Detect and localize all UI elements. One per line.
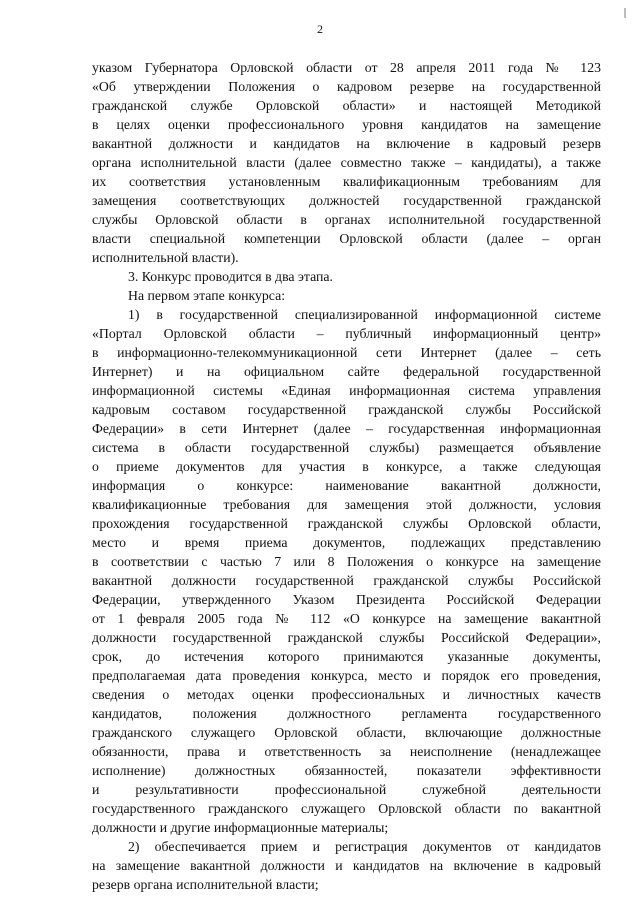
text-line: в целях оценки профессионального уровня кандидатов на замещение <box>92 117 601 132</box>
text-line: замещения соответствующих должностей государственной гражданской <box>92 193 601 208</box>
text-line: квалификационные требования для замещения этой должности, условия <box>92 497 601 512</box>
text-line: 2) обеспечивается прием и регистрация документов от кандидатов <box>128 839 601 854</box>
text-line: «Портал Орловской области – публичный информационный центр» <box>92 326 601 341</box>
text-line: их соответствия установленным квалификационным требованиям для <box>92 174 601 189</box>
text-line: в информационно-телекоммуникационной сети Интернет (далее – сеть <box>92 345 601 360</box>
text-line: вакантной должности государственной гражданской службы Российской <box>92 573 601 588</box>
text-line: должности государственной гражданской службы Российской Федерации», <box>92 630 601 645</box>
text-line: резерв органа исполнительной власти; <box>92 877 319 892</box>
text-line: службы Орловской области в органах исполнительной государственной <box>92 212 601 227</box>
text-line: исполнительной власти). <box>92 250 239 265</box>
text-line: органа исполнительной власти (далее совместно также – кандидаты), а также <box>92 155 601 170</box>
text-line: информация о конкурсе: наименование вакантной должности, <box>92 478 601 493</box>
text-line: гражданской службе Орловской области» и настоящей Методикой <box>92 98 601 113</box>
text-line: прохождения государственной гражданской службы Орловской области, <box>92 516 601 531</box>
text-line: обязанности, права и ответственность за неисполнение (ненадлежащее <box>92 744 601 759</box>
text-line: предполагаемая дата проведения конкурса, место и порядок его проведения, <box>92 668 601 683</box>
text-line: в соответствии с частью 7 или 8 Положения о конкурсе на замещение <box>92 554 601 569</box>
text-line: указом Губернатора Орловской области от 28 апреля 2011 года № 123 <box>92 60 601 75</box>
text-line: сведения о методах оценки профессиональных и личностных качеств <box>92 687 601 702</box>
text-line: и результативности профессиональной служебной деятельности <box>92 782 601 797</box>
scan-edge-mark <box>624 8 626 18</box>
text-line: исполнение) должностных обязанностей, показатели эффективности <box>92 763 601 778</box>
text-line: на замещение вакантной должности и кандидатов на включение в кадровый <box>92 858 601 873</box>
text-line: Федерации» в сети Интернет (далее – государственная информационная <box>92 421 601 436</box>
text-line: о приеме документов для участия в конкурсе, а также следующая <box>92 459 601 474</box>
text-line: власти специальной компетенции Орловской области (далее – орган <box>92 231 601 246</box>
document-body <box>92 58 601 894</box>
text-line: информационной системы «Единая информационная система управления <box>92 383 601 398</box>
text-line: место и время приема документов, подлежащих представлению <box>92 535 601 550</box>
text-line: должности и другие информационные материалы; <box>92 820 389 835</box>
text-line: 3. Конкурс проводится в два этапа. <box>128 269 333 284</box>
text-line: гражданского служащего Орловской области, включающие должностные <box>92 725 601 740</box>
text-line: система в области государственной службы) размещается объявление <box>92 440 601 455</box>
text-line: вакантной должности и кандидатов на включение в кадровый резерв <box>92 136 601 151</box>
page-number: 2 <box>317 22 323 36</box>
text-line: кадровым составом государственной гражданской службы Российской <box>92 402 601 417</box>
text-line: государственного гражданского служащего Орловской области по вакантной <box>92 801 601 816</box>
text-line: срок, до истечения которого принимаются указанные документы, <box>92 649 601 664</box>
text-line: Интернет) и на официальном сайте федеральной государственной <box>92 364 601 379</box>
text-line: от 1 февраля 2005 года № 112 «О конкурсе на замещение вакантной <box>92 611 601 626</box>
text-line: кандидатов, положения должностного регламента государственного <box>92 706 601 721</box>
text-line: Федерации, утвержденного Указом Президента Российской Федерации <box>92 592 601 607</box>
text-line: «Об утверждении Положения о кадровом резерве на государственной <box>92 79 601 94</box>
text-line: На первом этапе конкурса: <box>128 288 286 303</box>
text-line: 1) в государственной специализированной информационной системе <box>128 307 601 322</box>
